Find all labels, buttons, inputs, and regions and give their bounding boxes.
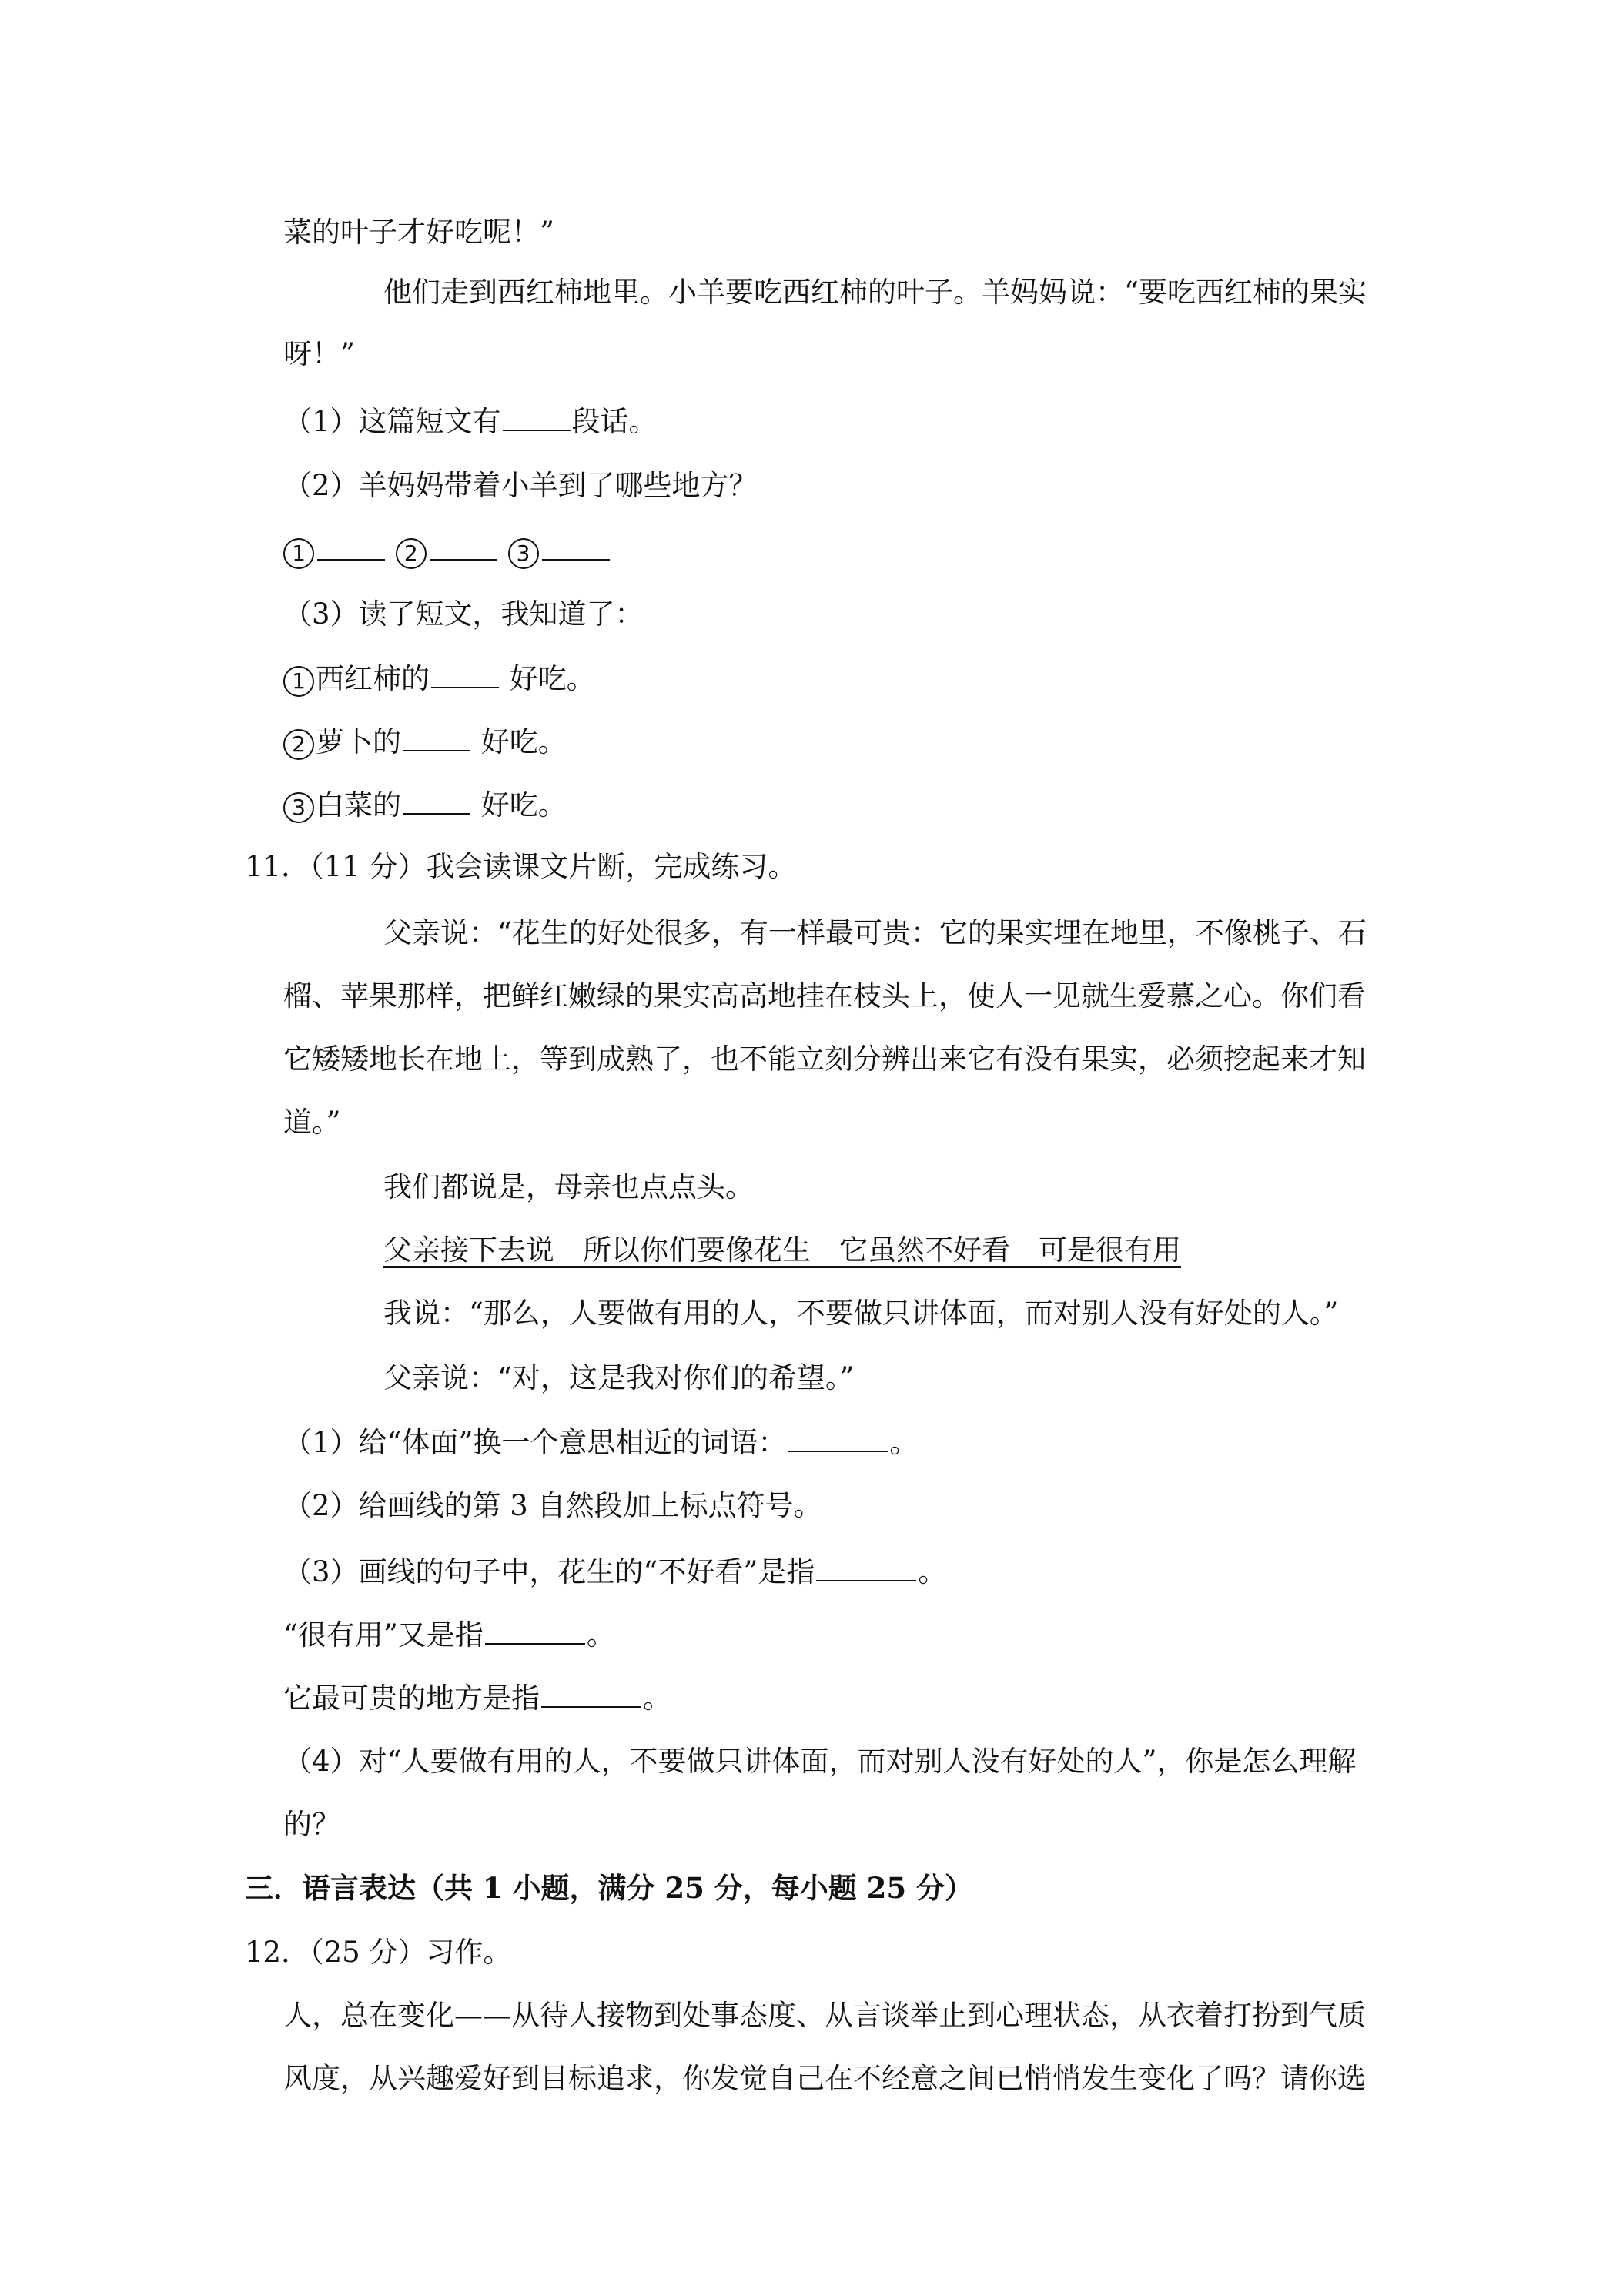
sub-question-2: （2）给画线的第 3 自然段加上标点符号。 <box>283 1489 822 1522</box>
answer-blank[interactable] <box>485 1615 585 1645</box>
sub-question-3c: 它最可贵的地方是指 。 <box>0 1678 1623 1717</box>
answer-blank[interactable] <box>816 1552 916 1581</box>
writing-prompt-line: 人，总在变化——从待人接物到处事态度、从言谈举止到心理状态，从衣着打扮到气质 <box>283 1999 1366 2032</box>
sub-question-4-cont: 的？ <box>283 1808 340 1841</box>
passage-line: 父亲说：“花生的好处很多，有一样最可贵：它的果实埋在地里，不像桃子、石 <box>383 916 1367 949</box>
answer-blank[interactable] <box>317 531 385 561</box>
answer-blank[interactable] <box>403 785 470 815</box>
passage-line: 呀！” <box>283 337 355 370</box>
circled-number: 3 <box>283 792 314 823</box>
answer-blank[interactable] <box>430 531 497 561</box>
passage-line: 榴、苹果那样，把鲜红嫩绿的果实高高地挂在枝头上，使人一见就生爱慕之心。你们看 <box>283 979 1366 1012</box>
answer-blank[interactable] <box>431 659 499 688</box>
writing-prompt-line: 风度，从兴趣爱好到目标追求，你发觉自己在不经意之间已悄悄发生变化了吗？请你选 <box>283 2062 1366 2095</box>
answer-blank[interactable] <box>542 531 610 561</box>
answer-blank[interactable] <box>788 1423 888 1452</box>
passage-line: 他们走到西红柿地里。小羊要吃西红柿的叶子。羊妈妈说：“要吃西红柿的果实 <box>383 276 1367 309</box>
q3-item: 1 西红柿的 好吃。 <box>0 659 1623 698</box>
answer-blank[interactable] <box>403 722 470 751</box>
passage-line: 道。” <box>283 1106 341 1139</box>
sub-question-3: （3）画线的句子中，花生的“不好看”是指 。 <box>0 1552 1623 1591</box>
circled-number: 2 <box>396 538 427 569</box>
question-3: （3）读了短文，我知道了： <box>283 597 644 631</box>
passage-line: 它矮矮地长在地上，等到成熟了，也不能立刻分辨出来它有没有果实，必须挖起来才知 <box>283 1043 1366 1076</box>
sub-question-4: （4）对“人要做有用的人，不要做只讲体面，而对别人没有好处的人”，你是怎么理解 <box>283 1745 1357 1778</box>
answer-blank[interactable] <box>541 1678 641 1708</box>
question-11: 11．（11 分）我会读课文片断，完成练习。 <box>245 850 797 883</box>
question-2: （2）羊妈妈带着小羊到了哪些地方？ <box>283 469 758 502</box>
passage-line: 菜的叶子才好吃呢！” <box>283 216 554 249</box>
passage-line: 我们都说是，母亲也点点头。 <box>383 1170 754 1203</box>
section-heading: 三．语言表达（共 1 小题，满分 25 分，每小题 25 分） <box>245 1871 974 1905</box>
q3-item: 2 萝卜的 好吃。 <box>0 722 1623 761</box>
sub-question-3b: “很有用”又是指 。 <box>0 1615 1623 1654</box>
circle-answers <box>0 531 1623 570</box>
sub-question-1: （1）给“体面”换一个意思相近的词语： 。 <box>0 1423 1623 1461</box>
question-12: 12．（25 分）习作。 <box>245 1936 512 1969</box>
q3-item: 3 白菜的 好吃。 <box>0 785 1623 824</box>
circled-number: 1 <box>283 538 314 569</box>
underlined-sentence: 父亲接下去说 所以你们要像花生 它虽然不好看 可是很有用 <box>383 1233 1181 1267</box>
circled-number: 1 <box>283 666 314 697</box>
circled-number: 3 <box>508 538 539 569</box>
answer-blank[interactable] <box>503 402 571 431</box>
passage-line: 父亲说：“对，这是我对你们的希望。” <box>383 1361 855 1394</box>
question-1: （1）这篇短文有 段话。 <box>0 402 1623 440</box>
passage-line: 我说：“那么，人要做有用的人，不要做只讲体面，而对别人没有好处的人。” <box>383 1297 1339 1330</box>
circled-number: 2 <box>283 729 314 760</box>
